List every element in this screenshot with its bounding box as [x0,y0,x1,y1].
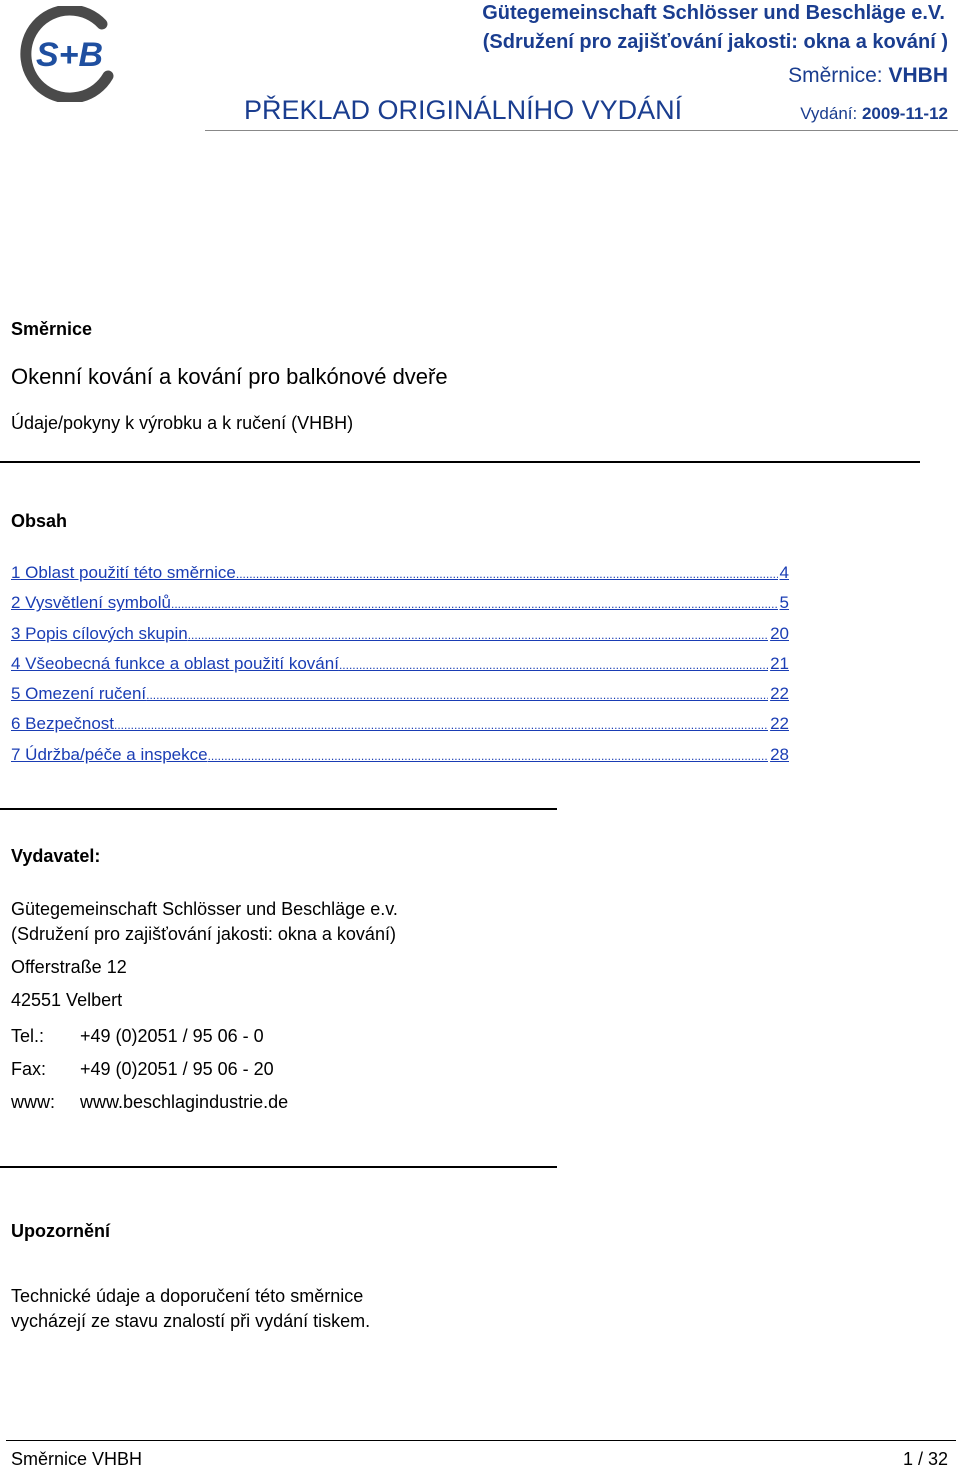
header-divider [205,130,958,131]
fax-value: +49 (0)2051 / 95 06 - 20 [80,1059,274,1079]
divider [0,461,920,463]
guideline-code: VHBH [888,64,948,87]
translation-note: PŘEKLAD ORIGINÁLNÍHO VYDÁNÍ [244,95,683,125]
toc-item-1[interactable]: 1 Oblast použití této směrnice ..... 4 [11,563,789,593]
document-kind: Směrnice [11,319,93,339]
footer-divider [6,1440,956,1441]
fax-label: Fax: [11,1059,47,1079]
publisher-heading: Vydavatel: [11,846,101,866]
notice-text-line2: vycházejí ze stavu znalostí při vydání tiskem. [11,1311,371,1331]
header-guideline [788,64,948,88]
document-title: Okenní kování a kování pro balkónové dveře [11,364,448,389]
publisher-name-translation: (Sdružení pro zajišťování jakosti: okna a kování) [11,924,396,944]
phone-label: Tel.: [11,1026,45,1046]
issue-date [800,104,948,124]
publisher-name: Gütegemeinschaft Schlösser und Beschläge e.v. [11,899,398,919]
toc-item-3[interactable]: 3 Popis cílových skupin ..... 20 [11,624,789,654]
toc-item-7[interactable]: 7 Údržba/péče a inspekce ..... 28 [11,745,789,775]
toc-heading: Obsah [11,511,68,531]
footer-guideline: Směrnice VHBH [11,1449,143,1469]
toc-item-2[interactable]: 2 Vysvětlení symbolů ..... 5 [11,593,789,623]
header-org-name: Gütegemeinschaft Schlösser und Beschläge e.V. [482,2,945,24]
toc-item-5[interactable]: 5 Omezení ručení ..... 22 [11,684,789,714]
notice-text-line1: Technické údaje a doporučení této směrnice [11,1286,364,1306]
web-link[interactable]: www.beschlagindustrie.de [80,1092,289,1112]
issue-label: Vydání: [800,104,858,123]
page-number: 1 / 32 [902,1449,948,1469]
publisher-street: Offerstraße 12 [11,957,127,977]
divider [0,1166,557,1168]
divider [0,808,557,810]
phone-value: +49 (0)2051 / 95 06 - 0 [80,1026,264,1046]
toc-item-6[interactable]: 6 Bezpečnost ..... 22 [11,714,789,744]
header-org-subtitle: (Sdružení pro zajišťování jakosti: okna a kování ) [482,31,948,53]
web-label: www: [11,1092,55,1112]
document-subtitle: Údaje/pokyny k výrobku a k ručení (VHBH) [11,413,354,433]
notice-heading: Upozornění [11,1221,110,1241]
issue-date-value: 2009-11-12 [861,104,948,123]
publisher-city: 42551 Velbert [11,990,123,1010]
guideline-label: Směrnice: [788,64,883,87]
toc-item-4[interactable]: 4 Všeobecná funkce a oblast použití kování ..... 21 [11,654,789,684]
logo-text: S+B [36,36,104,74]
table-of-contents [11,563,789,775]
sb-logo [10,6,120,102]
